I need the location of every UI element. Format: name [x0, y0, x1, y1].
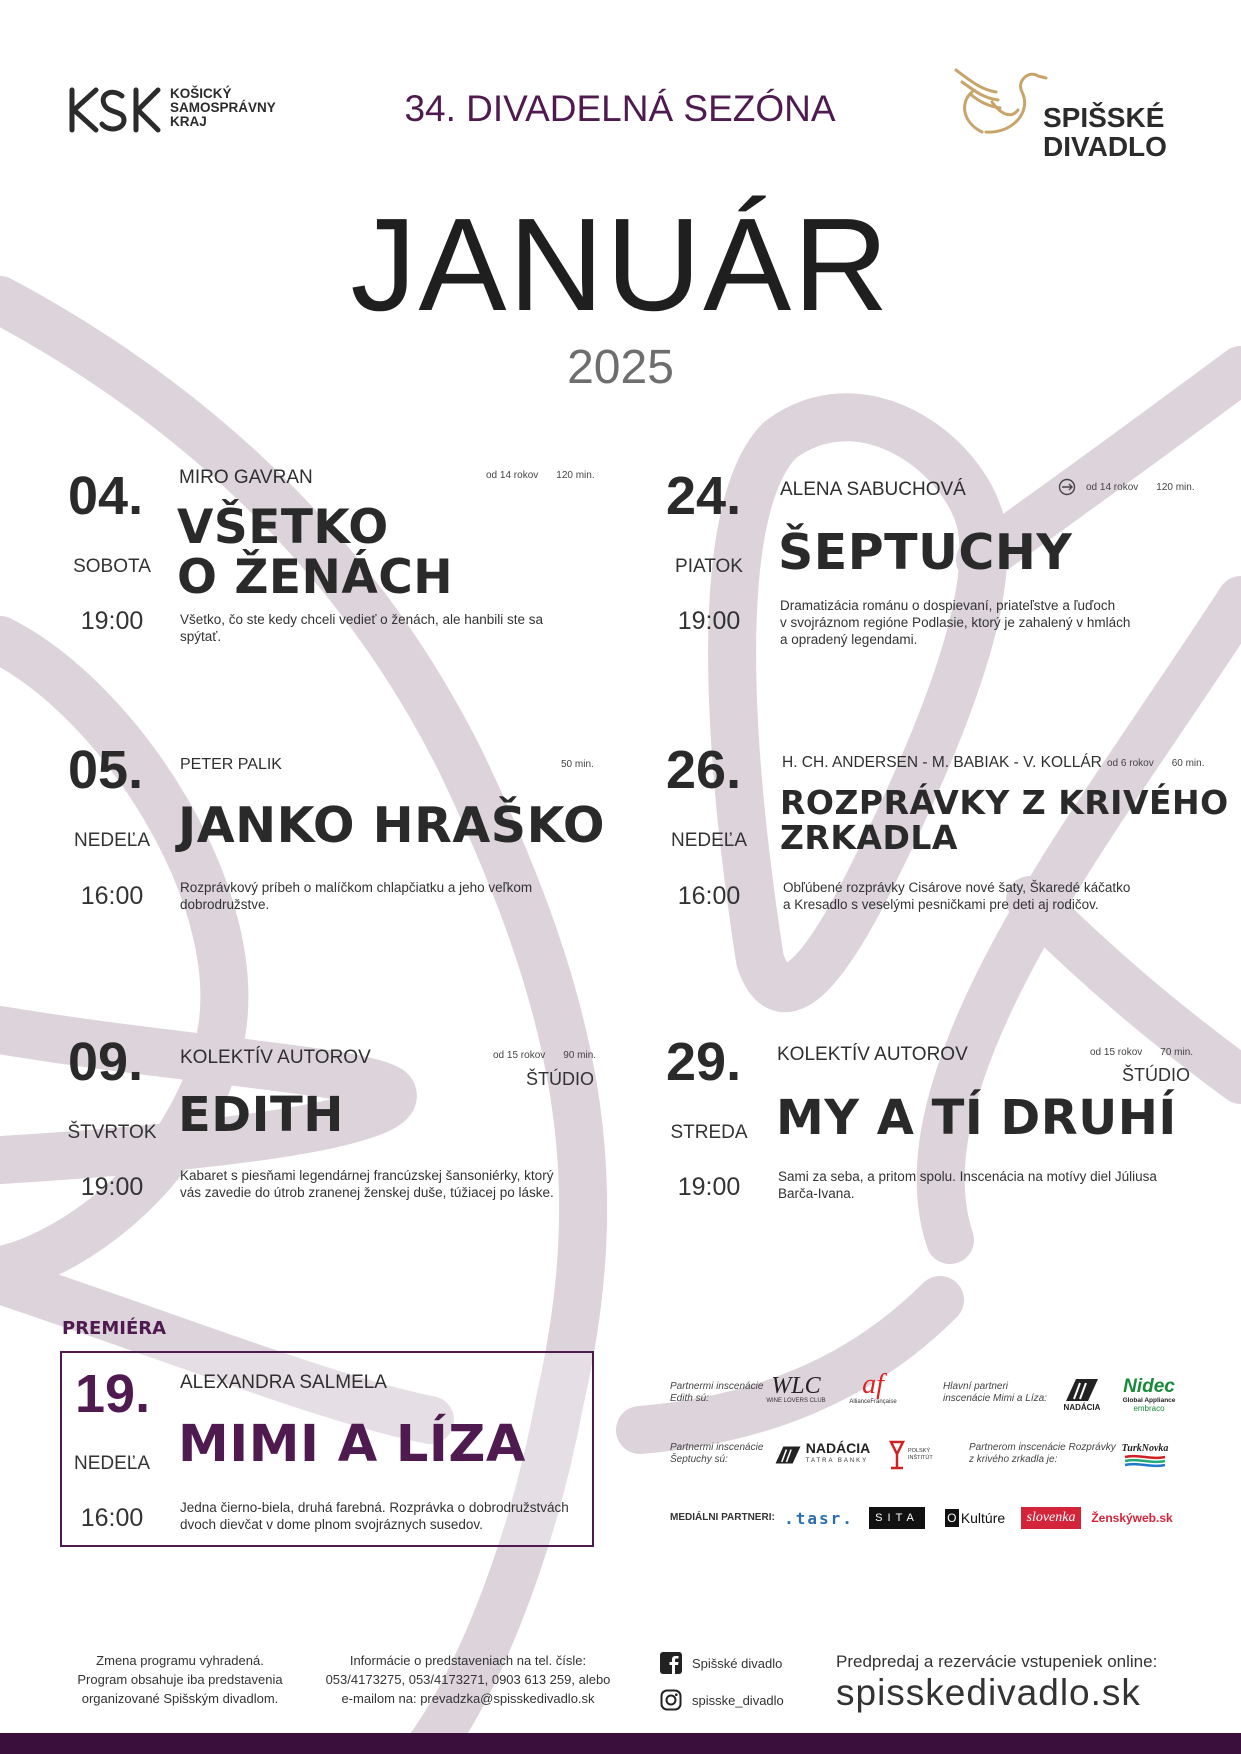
event-meta: od 15 rokov 70 min. [1090, 1047, 1194, 1058]
facebook-icon [660, 1652, 682, 1674]
event-weekday: SOBOTA [73, 556, 151, 577]
event-title: JANKO HRAŠKO [178, 797, 606, 854]
event-weekday: PIATOK [675, 556, 743, 577]
event-day: 26. [666, 740, 742, 800]
event-day: 29. [666, 1032, 742, 1092]
bottom-bar [0, 1733, 1241, 1754]
event-description: Sami za seba, a pritom spolu. Inscenácia na motívy diel Júliusa Barča-Ivana. [778, 1169, 1157, 1201]
tasr-logo: .tasr. [784, 1508, 854, 1528]
event-time: 19:00 [80, 607, 144, 635]
nadacia-tb-logo: NADÁCIA [1060, 1372, 1104, 1416]
polish-institute-icon [888, 1440, 906, 1470]
event-meta: 50 min. [561, 759, 594, 770]
wine-lovers-club-logo: WLC WINE LOVERS CLUB [766, 1373, 826, 1404]
event-author: PETER PALIK [180, 756, 282, 773]
partners-edith-label: Partnermi inscenácie Edith sú: [670, 1381, 764, 1404]
o-kulture-logo: O Kultúre [940, 1507, 1010, 1529]
event-author: KOLEKTÍV AUTOROV [777, 1044, 968, 1065]
partners-septuchy-label: Partnermi inscenácie Šeptuchy sú: [670, 1442, 764, 1465]
event-day: 19. [75, 1364, 151, 1424]
event-title: ROZPRÁVKY Z KRIVÉHO ZRKADLA [780, 783, 1229, 857]
partners-mimi-label: Hlavní partneri inscenácie Mimi a Líza: [943, 1381, 1047, 1404]
ksk-logo-text: KOŠICKÝ SAMOSPRÁVNY KRAJ [170, 86, 276, 129]
event-description: Dramatizácia románu o dospievaní, priateľstve a ľuďoch v svojráznom regióne Podlasie, ktorý je zahalený v hmlách a opradený legendami. [780, 598, 1131, 647]
footer-notice: Zmena programu vyhradená. Program obsahuje iba predstavenia organizované Spišským divadlom. [77, 1653, 283, 1706]
event-day: 09. [68, 1032, 144, 1092]
event-author: KOLEKTÍV AUTOROV [180, 1047, 371, 1068]
website-link[interactable]: spisskedivadlo.sk [836, 1672, 1141, 1713]
tatra-banka-icon [774, 1444, 802, 1466]
event-day: 04. [68, 466, 144, 526]
event-venue: ŠTÚDIO [1121, 1065, 1190, 1085]
slovenka-logo: slovenka [1021, 1507, 1081, 1529]
year-title: 2025 [567, 341, 674, 394]
event-description: Všetko, čo ste kedy chceli vedieť o ženách, ale hanbili ste sa spýtať. [180, 612, 544, 644]
presale-text: Predpredaj a rezervácie vstupeniek online: [836, 1652, 1158, 1671]
zensky-web-logo: Ženskýweb.sk [1091, 1511, 1173, 1525]
event-day: 24. [666, 466, 742, 526]
event-title: VŠETKO O ŽENÁCH [177, 500, 454, 605]
event-weekday: ŠTVRTOK [67, 1122, 157, 1143]
event-time: 16:00 [677, 882, 741, 910]
event-time: 19:00 [677, 1173, 741, 1201]
event-weekday: NEDEĽA [670, 830, 748, 851]
polsky-institut-logo: POLSKÝ INŠTITÚT [886, 1438, 934, 1472]
event-time: 16:00 [80, 1504, 144, 1532]
event-meta: od 15 rokov 90 min. [493, 1050, 597, 1061]
event-author: ALEXANDRA SALMELA [180, 1372, 387, 1393]
event-description: Rozprávkový príbeh o malíčkom chlapčiatku a jeho veľkom dobrodružstve. [180, 880, 533, 912]
event-meta: od 6 rokov 60 min. [1107, 758, 1205, 769]
event-day: 05. [68, 740, 144, 800]
instagram-link[interactable]: spisske_divadlo [660, 1689, 784, 1711]
event-title: EDITH [178, 1087, 344, 1143]
event-time: 16:00 [80, 882, 144, 910]
partners-rozpravky-label: Partnerom inscenácie Rozprávky z krivého zrkadla je: [969, 1442, 1116, 1465]
alliance-francaise-logo: af AllianceFrançaise [849, 1369, 897, 1405]
event-time: 19:00 [80, 1173, 144, 1201]
sita-logo: SITA [869, 1507, 925, 1529]
event-time: 19:00 [677, 607, 741, 635]
theatre-logo-text: SPIŠSKÉ DIVADLO [1043, 102, 1167, 162]
event-description: Jedna čierno-biela, druhá farebná. Rozprávka o dobrodružstvách dvoch dievčat v dome plnom svojráznych susedov. [180, 1500, 569, 1532]
event-title: MIMI A LÍZA [178, 1415, 526, 1474]
nidec-logo: Nidec Global Appliance embraco [1122, 1376, 1176, 1413]
ksk-logo-icon [66, 86, 162, 134]
event-title: MY A TÍ DRUHÍ [776, 1090, 1177, 1146]
o-square-icon: O [945, 1509, 959, 1527]
event-weekday: NEDEĽA [73, 830, 151, 851]
facebook-link[interactable]: Spišské divadlo [660, 1652, 782, 1674]
season-title: 34. DIVADELNÁ SEZÓNA [404, 88, 836, 129]
event-meta: od 14 rokov 120 min. [1086, 482, 1195, 493]
footer-contact-info: Informácie o predstaveniach na tel. čísle: 053/4173275, 053/4173271, 0903 613 259, alebo e-mailom na: prevadzka@spisskedivadlo.sk [325, 1653, 611, 1706]
event-weekday: NEDEĽA [73, 1453, 151, 1474]
event-author: ALENA SABUCHOVÁ [780, 479, 966, 500]
turknovka-logo: TurkNovka [1118, 1440, 1172, 1470]
nadacia-tatra-banky-logo: NADÁCIA TATRA BANKY [772, 1440, 872, 1470]
event-weekday: STREDA [670, 1122, 748, 1143]
media-partners-label: MEDIÁLNI PARTNERI: [670, 1512, 775, 1523]
tatra-banka-icon [1064, 1377, 1100, 1403]
event-author: H. CH. ANDERSEN - M. BABIAK - V. KOLLÁR [782, 754, 1102, 771]
swan-logo-icon [952, 62, 1052, 142]
event-venue: ŠTÚDIO [525, 1069, 594, 1089]
event-title: ŠEPTUCHY [778, 524, 1073, 581]
rainbow-stripes-icon [1123, 1454, 1167, 1468]
event-meta: od 14 rokov 120 min. [486, 470, 595, 481]
instagram-icon [660, 1689, 682, 1711]
premiere-label: PREMIÉRA [62, 1318, 167, 1339]
event-description: Obľúbené rozprávky Cisárove nové šaty, Škaredé káčatko a Kresadlo s veselými pesničkami pre deti aj rodičov. [783, 880, 1131, 912]
no-entry-after-start-icon [1058, 478, 1076, 496]
event-description: Kabaret s piesňami legendárnej francúzskej šansoniérky, ktorý vás zavedie do útrob zranenej ženskej duše, túžiacej po láske. [180, 1168, 554, 1200]
event-author: MIRO GAVRAN [179, 467, 313, 488]
month-title: JANUÁR [350, 191, 891, 338]
